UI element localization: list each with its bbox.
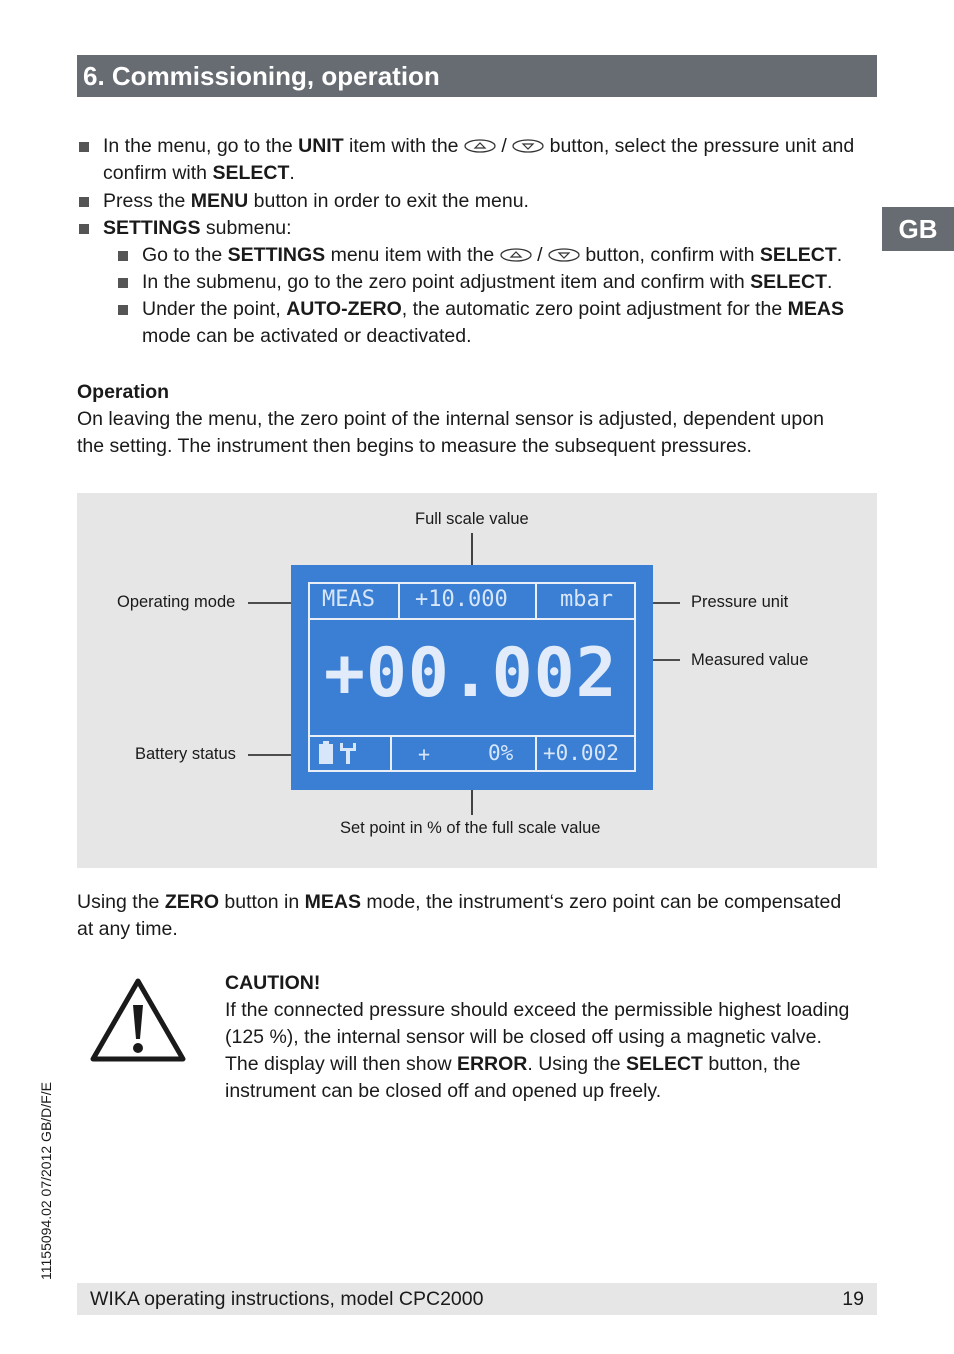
zero-paragraph: Using the ZERO button in MEAS mode, the instrument‘s zero point can be compensated at any time. — [77, 891, 842, 940]
lcd-frame — [308, 582, 636, 772]
label-measured-value: Measured value — [691, 651, 809, 669]
sub-list-item: Go to the SETTINGS menu item with the / button, confirm with SELECT. — [142, 244, 843, 266]
caution-heading: CAUTION! — [225, 972, 321, 994]
footer — [77, 1283, 877, 1315]
label-battery-status: Battery status — [135, 745, 236, 763]
label-full-scale: Full scale value — [415, 510, 529, 528]
list-item: SETTINGS submenu: — [103, 217, 292, 239]
list-item: Press the MENU button in order to exit the menu. — [103, 190, 529, 212]
sub-list-item: In the submenu, go to the zero point adjustment item and confirm with SELECT. — [142, 271, 833, 293]
lcd-mode: MEAS — [322, 587, 375, 612]
lcd-measured-value: +00.002 — [324, 634, 618, 713]
sub-list-item: Under the point, AUTO-ZERO, the automatic zero point adjustment for the MEAS mode can be activated or deactivated. — [142, 298, 844, 347]
lcd-setpoint-percent: 0% — [488, 741, 514, 765]
lcd-plus: + — [418, 742, 431, 766]
footer-title: WIKA operating instructions, model CPC2000 — [90, 1288, 484, 1310]
label-pressure-unit: Pressure unit — [691, 593, 789, 611]
operation-paragraph: On leaving the menu, the zero point of the internal sensor is adjusted, dependent upon the setting. The instrument then begins to measure the subsequent pressures. — [77, 408, 824, 457]
lcd-display — [291, 565, 653, 790]
document-code: 11155094.02 07/2012 GB/D/F/E — [38, 1082, 54, 1280]
caution-text: If the connected pressure should exceed the permissible highest loading (125 %), the internal sensor will be closed off using a magnetic valve. The display will then show ERROR. Using the SELECT button, the instrument can be closed off and opened up freely. — [225, 999, 850, 1102]
language-tab-label: GB — [898, 214, 938, 244]
battery-icon — [318, 740, 358, 764]
page-number: 19 — [842, 1288, 864, 1310]
section-title: 6. Commissioning, operation — [83, 61, 440, 91]
operation-heading: Operation — [77, 381, 170, 403]
label-operating-mode: Operating mode — [117, 593, 236, 611]
warning-triangle-icon — [90, 977, 186, 1063]
label-setpoint: Set point in % of the full scale value — [340, 819, 601, 837]
lcd-unit: mbar — [560, 587, 613, 612]
lcd-small-value: +0.002 — [543, 741, 619, 765]
list-item: In the menu, go to the UNIT item with the / button, select the pressure unit and confirm with SELECT. — [103, 135, 855, 184]
lcd-full-scale: +10.000 — [415, 587, 508, 612]
